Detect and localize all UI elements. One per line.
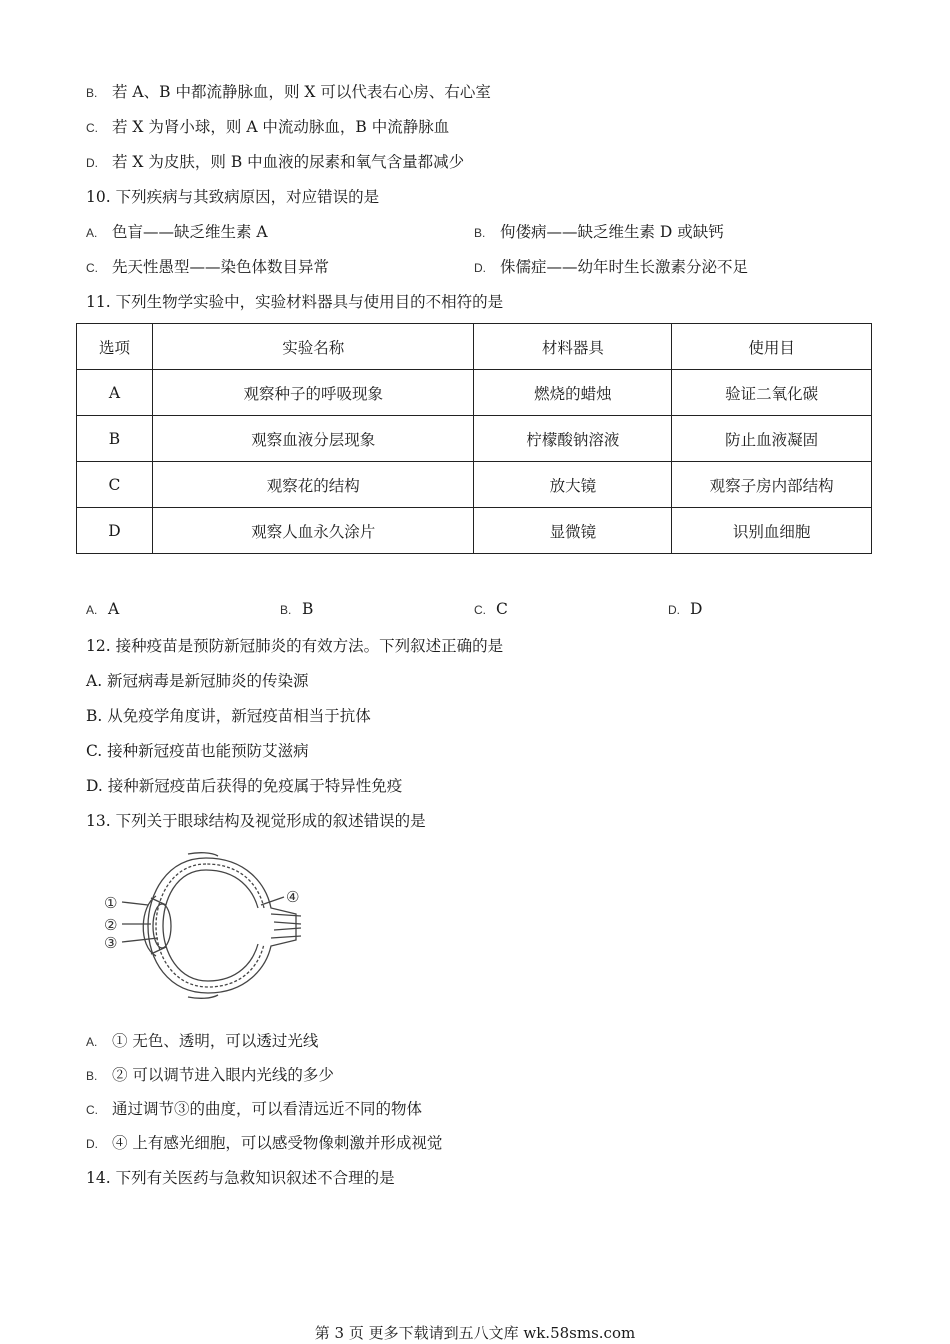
table-cell: B xyxy=(77,416,153,462)
table-cell: 燃烧的蜡烛 xyxy=(474,370,672,416)
label-1: ① xyxy=(104,894,118,912)
table-cell: 观察子房内部结构 xyxy=(672,462,872,508)
table-cell: 观察花的结构 xyxy=(152,462,474,508)
q10-option-a: A. 色盲——缺乏维生素 A xyxy=(86,223,268,241)
q11-option-d: D. D xyxy=(668,600,703,618)
table-header: 使用目 xyxy=(672,324,872,370)
table-cell: 验证二氧化碳 xyxy=(672,370,872,416)
q13-stem: 13. 下列关于眼球结构及视觉形成的叙述错误的是 xyxy=(86,812,426,830)
table-header: 选项 xyxy=(77,324,153,370)
q10-option-c: C. 先天性愚型——染色体数目异常 xyxy=(86,258,330,276)
table-row xyxy=(77,462,872,508)
table-cell: 观察种子的呼吸现象 xyxy=(152,370,474,416)
table-cell: 显微镜 xyxy=(474,508,672,554)
table-cell: A xyxy=(77,370,153,416)
q11-option-a: A. A xyxy=(86,600,120,618)
table-cell: 观察血液分层现象 xyxy=(152,416,474,462)
q14-stem: 14. 下列有关医药与急救知识叙述不合理的是 xyxy=(86,1169,395,1187)
table-cell: 放大镜 xyxy=(474,462,672,508)
table-cell: 识别血细胞 xyxy=(672,508,872,554)
page-footer: 第 3 页 更多下载请到五八文库 wk.58sms.com xyxy=(314,1324,636,1342)
q11-option-c: C. C xyxy=(474,600,508,618)
q10-option-d: D. 侏儒症——幼年时生长激素分泌不足 xyxy=(474,258,749,276)
table-cell: D xyxy=(77,508,153,554)
table-cell: 防止血液凝固 xyxy=(672,416,872,462)
experiment-table xyxy=(76,323,872,554)
table-cell: 观察人血永久涂片 xyxy=(152,508,474,554)
table-row xyxy=(77,370,872,416)
table-row xyxy=(77,508,872,554)
q13-option-c: C. 通过调节③的曲度，可以看清远近不同的物体 xyxy=(86,1100,423,1118)
table-header: 实验名称 xyxy=(152,324,474,370)
q12-option-d: D. 接种新冠疫苗后获得的免疫属于特异性免疫 xyxy=(86,777,403,795)
eyeball-diagram xyxy=(96,850,311,1000)
q13-option-d: D. ④ 上有感光细胞，可以感受物像刺激并形成视觉 xyxy=(86,1134,443,1152)
q13-option-a: A. ① 无色、透明，可以透过光线 xyxy=(86,1032,319,1050)
table-header-row xyxy=(77,324,872,370)
q12-option-c: C. 接种新冠疫苗也能预防艾滋病 xyxy=(86,742,309,760)
q11-option-b: B. B xyxy=(280,600,314,618)
q10-stem: 10. 下列疾病与其致病原因，对应错误的是 xyxy=(86,188,380,206)
table-row xyxy=(77,416,872,462)
table-cell: C xyxy=(77,462,153,508)
q10-option-b: B. 佝偻病——缺乏维生素 D 或缺钙 xyxy=(474,223,724,241)
q12-option-a: A. 新冠病毒是新冠肺炎的传染源 xyxy=(86,672,309,690)
table-cell: 柠檬酸钠溶液 xyxy=(474,416,672,462)
label-4: ④ xyxy=(286,888,300,906)
q12-stem: 12. 接种疫苗是预防新冠肺炎的有效方法。下列叙述正确的是 xyxy=(86,637,504,655)
label-2: ② xyxy=(104,916,118,934)
q12-option-b: B. 从免疫学角度讲，新冠疫苗相当于抗体 xyxy=(86,707,371,725)
q9-option-d: D. 若 X 为皮肤，则 B 中血液的尿素和氧气含量都减少 xyxy=(86,153,465,171)
q13-option-b: B. ② 可以调节进入眼内光线的多少 xyxy=(86,1066,334,1084)
label-3: ③ xyxy=(104,934,118,952)
q11-stem: 11. 下列生物学实验中，实验材料器具与使用目的不相符的是 xyxy=(86,293,504,311)
q9-option-c: C. 若 X 为肾小球，则 A 中流动脉血，B 中流静脉血 xyxy=(86,118,450,136)
q9-option-b: B. 若 A、B 中都流静脉血，则 X 可以代表右心房、右心室 xyxy=(86,83,491,101)
table-header: 材料器具 xyxy=(474,324,672,370)
